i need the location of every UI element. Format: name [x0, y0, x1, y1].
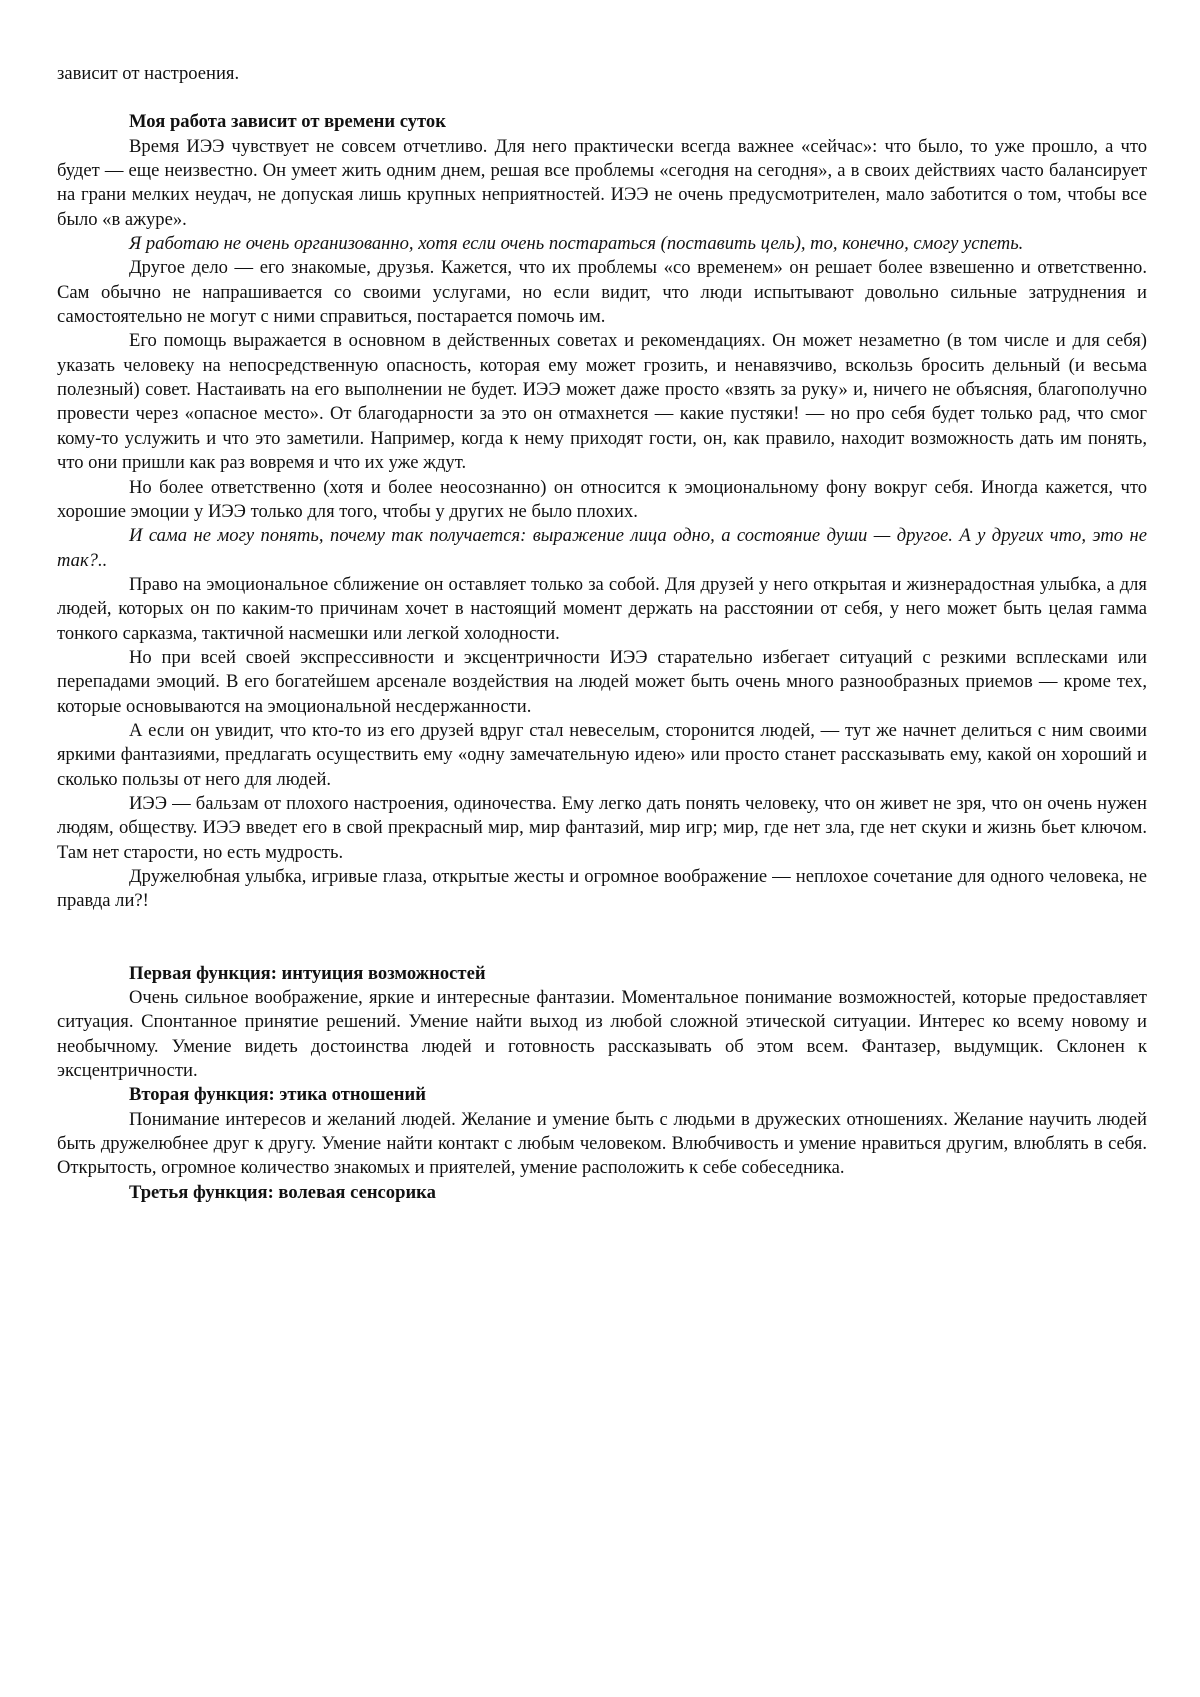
function-heading-first: Первая функция: интуиция возможностей: [129, 962, 486, 984]
lead-fragment: зависит от настроения.: [57, 63, 240, 84]
section-heading-time: Моя работа зависит от времени суток: [129, 111, 446, 133]
paragraph: Но при всей своей экспрессивности и эксцентричности ИЭЭ старательно избегает ситуаций с резкими всплесками или перепадами эмоций. В его богатейшем арсенале воздействия на людей может быть очень много разнообразных приемов — кроме тех, которые основываются на эмоциональной несдержанности.: [57, 646, 1147, 717]
paragraph: А если он увидит, что кто-то из его друзей вдруг стал невеселым, сторонится людей, — тут же начнет делиться с ним своими яркими фантазиями, предлагать осуществить ему «одну замечательную идею» или просто станет рассказывать ему, какой он хороший и сколько пользы от него для людей.: [57, 719, 1147, 790]
paragraph: ИЭЭ — бальзам от плохого настроения, одиночества. Ему легко дать понять человеку, что он живет не зря, что он очень нужен людям, обществу. ИЭЭ введет его в свой прекрасный мир, мир фантазий, мир игр; мир, где нет зла, где нет скуки и жизнь бьет ключом. Там нет старости, но есть мудрость.: [57, 792, 1147, 863]
function-heading-second: Вторая функция: этика отношений: [129, 1084, 426, 1106]
document-page: [57, 62, 1147, 1205]
function-heading-third: Третья функция: волевая сенсорика: [129, 1181, 436, 1203]
paragraph: Дружелюбная улыбка, игривые глаза, открытые жесты и огромное воображение — неплохое сочетание для одного человека, не правда ли?!: [57, 866, 1147, 912]
paragraph: Другое дело — его знакомые, друзья. Кажется, что их проблемы «со временем» он решает более взвешенно и ответственно. Сам обычно не напрашивается со своими услугами, но если видит, что люди испытывают довольно сильные затруднения и самостоятельно не могут с ними справиться, постарается помочь им.: [57, 257, 1147, 328]
spacer: [57, 86, 1147, 110]
paragraph: Его помощь выражается в основном в действенных советах и рекомендациях. Он может незаметно (в том числе и для себя) указать человеку на непосредственную опасность, которая ему может грозить, и ненавязчиво, вскользь бросить дельный (и весьма полезный) совет. Настаивать на его выполнении не будет. ИЭЭ может даже просто «взять за руку» и, ничего не объясняя, благополучно провести через «опасное место». От благодарности за это он отмахнется — какие пустяки! — но про себя будет только рад, что смог кому-то услужить и что это заметили. Например, когда к нему приходят гости, он, как правило, находит возможность дать им понять, что они пришли как раз вовремя и что их уже ждут.: [57, 330, 1147, 474]
paragraph: Но более ответственно (хотя и более неосознанно) он относится к эмоциональному фону вокруг себя. Иногда кажется, что хорошие эмоции у ИЭЭ только для того, чтобы у других не было плохих.: [57, 476, 1147, 522]
paragraph: Очень сильное воображение, яркие и интересные фантазии. Моментальное понимание возможностей, которые предоставляет ситуация. Спонтанное принятие решений. Умение найти выход из любой сложной этической ситуации. Интерес ко всему новому и необычному. Умение видеть достоинства людей и готовность рассказывать об этом всем. Фантазер, выдумщик. Склонен к эксцентричности.: [57, 987, 1147, 1082]
paragraph: Время ИЭЭ чувствует не совсем отчетливо. Для него практически всегда важнее «сейчас»: что было, то уже прошло, а что будет — еще неизвестно. Он умеет жить одним днем, решая все проблемы «сегодня на сегодня», а в своих действиях часто балансирует на грани мелких неудач, не допуская лишь крупных неприятностей. ИЭЭ не очень предусмотрителен, мало заботится о том, чтобы все было «в ажуре».: [57, 135, 1147, 230]
quote: Я работаю не очень организованно, хотя если очень постараться (поставить цель), то, конечно, смогу успеть.: [129, 233, 1024, 255]
paragraph: Право на эмоциональное сближение он оставляет только за собой. Для друзей у него открытая и жизнерадостная улыбка, а для людей, которых он по каким-то причинам хочет в настоящий момент держать на расстоянии от себя, у него может быть целая гамма тонкого сарказма, тактичной насмешки или легкой холодности.: [57, 573, 1147, 644]
quote: И сама не могу понять, почему так получается: выражение лица одно, а состояние души — другое. А у других что, это не так?..: [57, 525, 1147, 571]
spacer: [57, 914, 1147, 962]
paragraph: Понимание интересов и желаний людей. Желание и умение быть с людьми в дружеских отношениях. Желание научить людей быть дружелюбнее друг к другу. Умение найти контакт с любым человеком. Влюбчивость и умение нравиться другим, влюблять в себя. Открытость, огромное количество знакомых и приятелей, умение расположить к себе собеседника.: [57, 1108, 1147, 1179]
